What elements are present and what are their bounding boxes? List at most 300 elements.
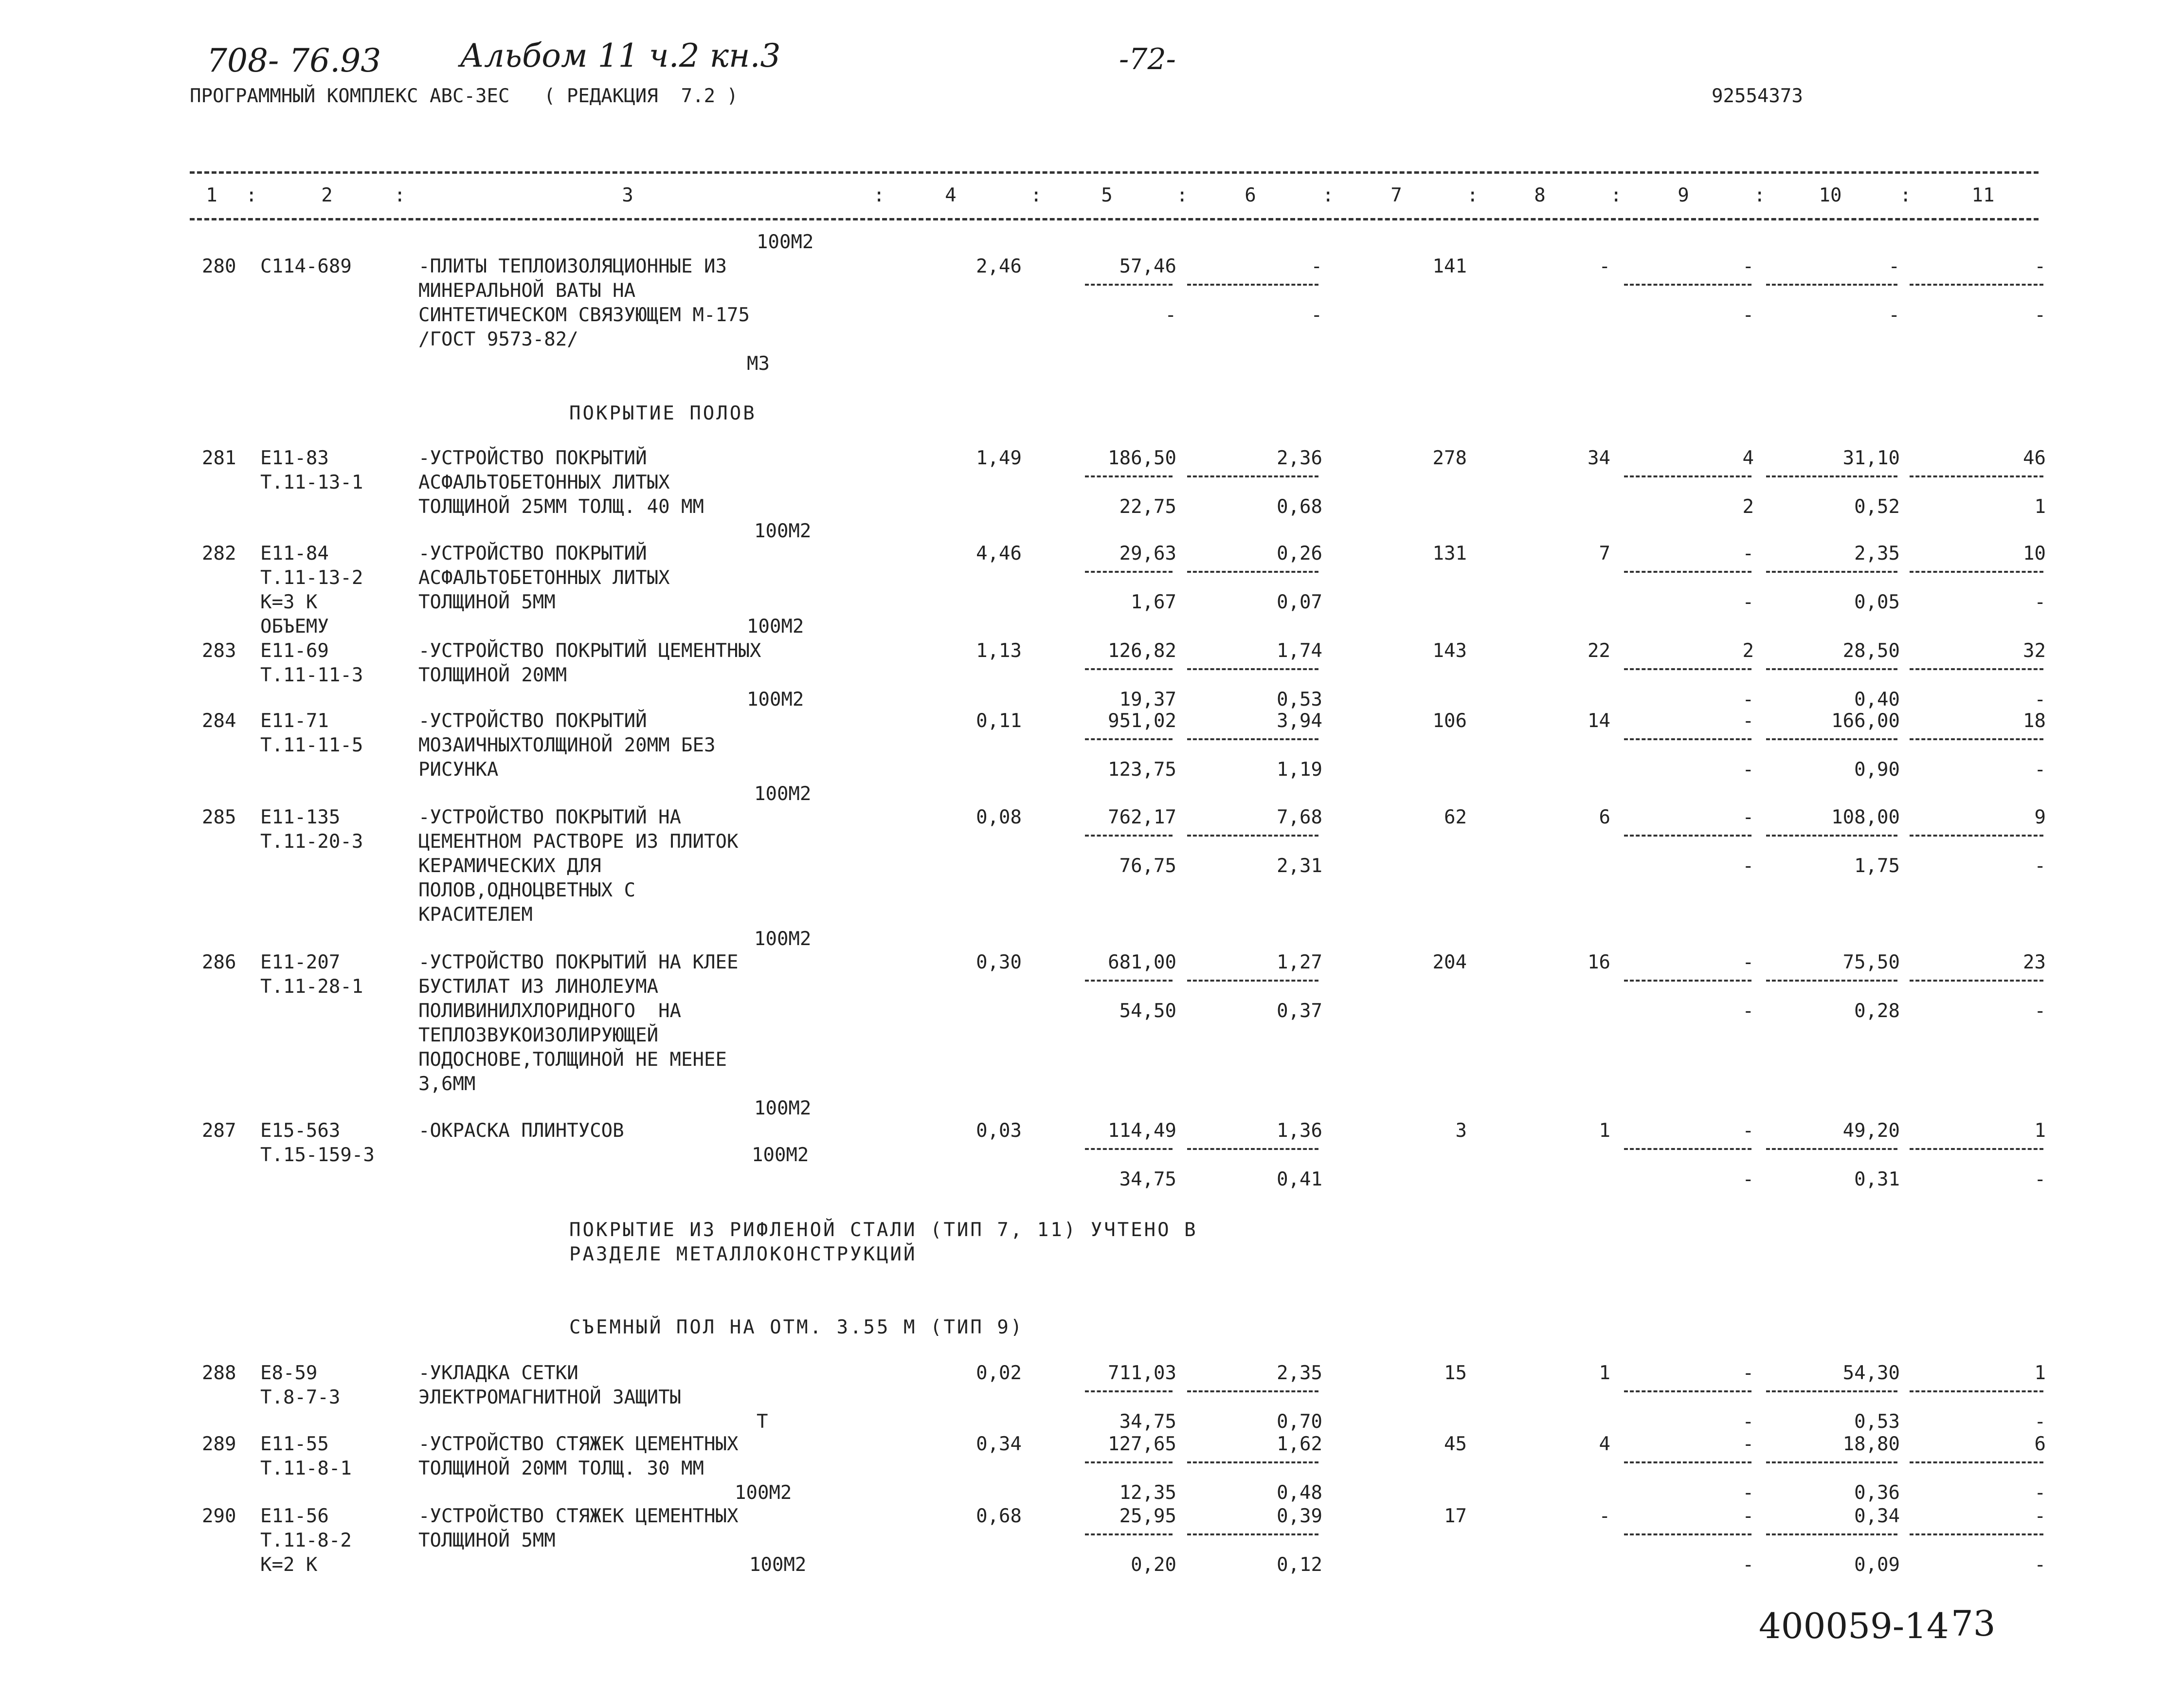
row-c8: - (1599, 255, 1610, 277)
row-c11-bottom: - (2034, 1000, 2046, 1022)
fraction-rule (1085, 738, 1173, 740)
col-10: 10 (1819, 184, 1842, 206)
fraction-rule (1085, 571, 1173, 573)
row-c7: 62 (1444, 806, 1467, 828)
col-9: 9 (1678, 184, 1689, 206)
row-c10-bottom: 0,31 (1854, 1168, 1900, 1190)
row-c11-bottom: - (2034, 1482, 2046, 1504)
fraction-rule (1766, 475, 1897, 477)
row-description: -УСТРОЙСТВО ПОКРЫТИЙ (418, 710, 647, 732)
row-c10-bottom: 1,75 (1854, 855, 1900, 877)
handwritten-stamp: 400059-14 (1759, 1605, 1949, 1646)
fraction-rule (1624, 1533, 1751, 1535)
row-c10-bottom: 0,05 (1854, 591, 1900, 613)
row-c6-top: 1,62 (1277, 1433, 1322, 1455)
row-c5-bottom: 22,75 (1119, 496, 1176, 518)
fraction-rule (1910, 1390, 2043, 1392)
fraction-rule (1624, 980, 1751, 982)
row-c7: 45 (1444, 1433, 1467, 1455)
row-c11-bottom: - (2034, 855, 2046, 877)
row-c11-top: 1 (2034, 1362, 2046, 1384)
row-c6-top: 1,36 (1277, 1120, 1322, 1142)
row-description: 3,6ММ (418, 1073, 476, 1095)
row-c10-top: 0,34 (1854, 1505, 1900, 1527)
row-unit: 100М2 (754, 783, 812, 805)
row-c8: 1 (1599, 1362, 1610, 1384)
row-description: ПОДОСНОВЕ,ТОЛЩИНОЙ НЕ МЕНЕЕ (418, 1049, 727, 1071)
handwritten-page: 73 (1951, 1603, 1996, 1644)
row-code: К=2 К (260, 1554, 318, 1576)
row-description: АСФАЛЬТОБЕТОННЫХ ЛИТЫХ (418, 567, 670, 589)
row-code: Е11-56 (260, 1505, 329, 1527)
row-c8: 34 (1588, 447, 1610, 469)
row-c8: 16 (1588, 951, 1610, 973)
row-description: ЭЛЕКТРОМАГНИТНОЙ ЗАЩИТЫ (418, 1386, 682, 1408)
col-1: 1 (206, 184, 217, 206)
row-c9-top: - (1742, 951, 1754, 973)
fraction-rule (1187, 284, 1318, 286)
row-quantity: 1,49 (976, 447, 1022, 469)
document-number: 92554373 (1712, 85, 1803, 107)
row-c5-bottom: 19,37 (1119, 689, 1176, 711)
row-c5-bottom: 34,75 (1119, 1168, 1176, 1190)
fraction-rule (1624, 1461, 1751, 1463)
header-rule-bottom (190, 218, 2039, 220)
row-c6-top: - (1311, 255, 1322, 277)
row-code: Т.11-13-2 (260, 567, 363, 589)
row-c6-bottom: 0,68 (1277, 496, 1322, 518)
row-c5-bottom: 0,20 (1131, 1554, 1176, 1576)
row-number: 284 (202, 710, 236, 732)
row-c8: 22 (1588, 640, 1610, 662)
row-c9-bottom: - (1742, 304, 1754, 326)
row-quantity: 0,02 (976, 1362, 1022, 1384)
fraction-rule (1187, 1461, 1318, 1463)
row-c11-bottom: - (2034, 1168, 2046, 1190)
row-description: -ПЛИТЫ ТЕПЛОИЗОЛЯЦИОННЫЕ ИЗ (418, 255, 727, 277)
row-c6-bottom: 0,53 (1277, 689, 1322, 711)
row-code: Е11-69 (260, 640, 329, 662)
fraction-rule (1766, 980, 1897, 982)
row-code: ОБЪЕМУ (260, 616, 329, 638)
row-c10-bottom: - (1888, 304, 1900, 326)
row-c11-bottom: - (2034, 591, 2046, 613)
row-c9-bottom: - (1742, 855, 1754, 877)
row-c6-bottom: - (1311, 304, 1322, 326)
row-c11-top: - (2034, 1505, 2046, 1527)
row-c10-bottom: 0,28 (1854, 1000, 1900, 1022)
row-c7: 131 (1432, 543, 1467, 565)
row-description: ПОЛОВ,ОДНОЦВЕТНЫХ С (418, 879, 636, 901)
row-c11-top: - (2034, 255, 2046, 277)
row-code: Е11-71 (260, 710, 329, 732)
row-quantity: 2,46 (976, 255, 1022, 277)
row-c8: 4 (1599, 1433, 1610, 1455)
row-c7: 17 (1444, 1505, 1467, 1527)
fraction-rule (1085, 835, 1173, 837)
row-c5-top: 186,50 (1108, 447, 1176, 469)
row-description: -УКЛАДКА СЕТКИ (418, 1362, 578, 1384)
row-description: -УСТРОЙСТВО СТЯЖЕК ЦЕМЕНТНЫХ (418, 1433, 739, 1455)
row-c8: 14 (1588, 710, 1610, 732)
row-c5-top: 951,02 (1108, 710, 1176, 732)
row-c10-bottom: 0,36 (1854, 1482, 1900, 1504)
fraction-rule (1624, 1390, 1751, 1392)
row-quantity: 0,08 (976, 806, 1022, 828)
fraction-rule (1187, 980, 1318, 982)
row-c9-bottom: - (1742, 1168, 1754, 1190)
fraction-rule (1085, 1461, 1173, 1463)
row-c11-bottom: - (2034, 1411, 2046, 1433)
row-c5-bottom: - (1165, 304, 1176, 326)
fraction-rule (1624, 1148, 1751, 1150)
row-description: СИНТЕТИЧЕСКОМ СВЯЗУЮЩЕМ М-175 (418, 304, 750, 326)
row-description: -УСТРОЙСТВО ПОКРЫТИЙ (418, 543, 647, 565)
row-c9-top: - (1742, 710, 1754, 732)
row-c5-bottom: 34,75 (1119, 1411, 1176, 1433)
row-c6-top: 1,27 (1277, 951, 1322, 973)
fraction-rule (1187, 738, 1318, 740)
row-c9-top: - (1742, 1120, 1754, 1142)
section-steel-line-2: РАЗДЕЛЕ МЕТАЛЛОКОНСТРУКЦИЙ (569, 1243, 917, 1265)
row-c11-top: 10 (2023, 543, 2046, 565)
row-c6-top: 1,74 (1277, 640, 1322, 662)
row-c11-top: 23 (2023, 951, 2046, 973)
row-c10-top: 31,10 (1842, 447, 1900, 469)
row-c9-bottom: - (1742, 689, 1754, 711)
row-unit: 100М2 (747, 689, 804, 711)
row-c8: 7 (1599, 543, 1610, 565)
handwritten-code: 708- 76.93 (207, 42, 381, 79)
fraction-rule (1187, 1148, 1318, 1150)
fraction-rule (1187, 475, 1318, 477)
row-description: АСФАЛЬТОБЕТОННЫХ ЛИТЫХ (418, 472, 670, 493)
row-c6-bottom: 2,31 (1277, 855, 1322, 877)
row-c6-top: 0,26 (1277, 543, 1322, 565)
section-steel-line-1: ПОКРЫТИЕ ИЗ РИФЛЕНОЙ СТАЛИ (ТИП 7, 11) УЧТЕНО В (569, 1219, 1198, 1241)
row-c11-bottom: - (2034, 1554, 2046, 1576)
row-description: КЕРАМИЧЕСКИХ ДЛЯ (418, 855, 601, 877)
row-unit: 100М2 (749, 1554, 807, 1576)
row-c5-top: 57,46 (1119, 255, 1176, 277)
fraction-rule (1187, 571, 1318, 573)
fraction-rule (1766, 668, 1897, 670)
row-c7: 204 (1432, 951, 1467, 973)
row-description: МОЗАИЧНЫХТОЛЩИНОЙ 20ММ БЕЗ (418, 734, 716, 756)
fraction-rule (1085, 1148, 1173, 1150)
row-c5-top: 25,95 (1119, 1505, 1176, 1527)
fraction-rule (1766, 571, 1897, 573)
row-description: /ГОСТ 9573-82/ (418, 328, 578, 350)
row-c5-top: 762,17 (1108, 806, 1176, 828)
col-6: 6 (1245, 184, 1256, 206)
row-code: Т.11-8-1 (260, 1458, 352, 1479)
fraction-rule (1187, 668, 1318, 670)
row-code: Е11-83 (260, 447, 329, 469)
row-number: 288 (202, 1362, 236, 1384)
row-c11-top: 9 (2034, 806, 2046, 828)
col-5: 5 (1101, 184, 1113, 206)
section-removable-floor: СЪЕМНЫЙ ПОЛ НА ОТМ. 3.55 М (ТИП 9) (569, 1316, 1024, 1338)
row-description: ТОЛЩИНОЙ 25ММ ТОЛЩ. 40 ММ (418, 496, 704, 518)
row-c10-top: 54,30 (1842, 1362, 1900, 1384)
row-code: Т.11-28-1 (260, 976, 363, 998)
row-description: ТОЛЩИНОЙ 5ММ (418, 1530, 556, 1551)
row-c7: 3 (1455, 1120, 1467, 1142)
fraction-rule (1766, 835, 1897, 837)
row-number: 286 (202, 951, 236, 973)
row-c11-top: 32 (2023, 640, 2046, 662)
handwritten-page-number: -72- (1119, 42, 1176, 76)
row-c10-top: 2,35 (1854, 543, 1900, 565)
fraction-rule (1187, 835, 1318, 837)
row-c9-top: 2 (1742, 640, 1754, 662)
row-code: К=3 К (260, 591, 318, 613)
row-description: -ОКРАСКА ПЛИНТУСОВ (418, 1120, 624, 1142)
fraction-rule (1910, 284, 2043, 286)
row-c10-top: 28,50 (1842, 640, 1900, 662)
row-c7: 106 (1432, 710, 1467, 732)
row-code: Т.11-11-3 (260, 664, 363, 686)
row-c11-top: 18 (2023, 710, 2046, 732)
row-number: 282 (202, 543, 236, 565)
row-c9-bottom: 2 (1742, 496, 1754, 518)
row-c9-top: - (1742, 1505, 1754, 1527)
row-description: ТОЛЩИНОЙ 5ММ (418, 591, 556, 613)
fraction-rule (1624, 284, 1751, 286)
row-description: РИСУНКА (418, 759, 499, 781)
row-c6-bottom: 0,12 (1277, 1554, 1322, 1576)
row-description: -УСТРОЙСТВО ПОКРЫТИЙ НА (418, 806, 682, 828)
row-c6-bottom: 0,41 (1277, 1168, 1322, 1190)
row-number: 283 (202, 640, 236, 662)
col-8: 8 (1534, 184, 1546, 206)
row-c6-bottom: 0,70 (1277, 1411, 1322, 1433)
row-quantity: 0,11 (976, 710, 1022, 732)
row-c5-top: 711,03 (1108, 1362, 1176, 1384)
row-c9-top: - (1742, 543, 1754, 565)
row-c5-bottom: 76,75 (1119, 855, 1176, 877)
row-c11-bottom: - (2034, 759, 2046, 781)
row-code: Т.11-13-1 (260, 472, 363, 493)
row-c9-top: - (1742, 806, 1754, 828)
row-code: Е11-55 (260, 1433, 329, 1455)
row-c10-bottom: 0,09 (1854, 1554, 1900, 1576)
row-c9-bottom: - (1742, 1000, 1754, 1022)
fraction-rule (1187, 1390, 1318, 1392)
row-c7: 15 (1444, 1362, 1467, 1384)
row-c11-bottom: - (2034, 689, 2046, 711)
row-c5-top: 29,63 (1119, 543, 1176, 565)
row-c11-top: 1 (2034, 1120, 2046, 1142)
col-2: 2 (321, 184, 333, 206)
row-quantity: 0,30 (976, 951, 1022, 973)
row-c5-bottom: 123,75 (1108, 759, 1176, 781)
fraction-rule (1624, 571, 1751, 573)
row-c6-bottom: 1,19 (1277, 759, 1322, 781)
row-c11-top: 46 (2023, 447, 2046, 469)
row-code: Т.11-20-3 (260, 831, 363, 853)
row-description: ПОЛИВИНИЛХЛОРИДНОГО НА (418, 1000, 682, 1022)
fraction-rule (1910, 1533, 2043, 1535)
row-c7: 141 (1432, 255, 1467, 277)
row-number: 281 (202, 447, 236, 469)
row-c9-bottom: - (1742, 1482, 1754, 1504)
row-description: МИНЕРАЛЬНОЙ ВАТЫ НА (418, 280, 636, 302)
row-code: Т.11-11-5 (260, 734, 363, 756)
row-c6-top: 3,94 (1277, 710, 1322, 732)
col-11: 11 (1971, 184, 1995, 206)
row-c9-bottom: - (1742, 1554, 1754, 1576)
fraction-rule (1766, 1148, 1897, 1150)
row-c9-bottom: - (1742, 759, 1754, 781)
row-c6-bottom: 0,37 (1277, 1000, 1322, 1022)
program-caption: ПРОГРАММНЫЙ КОМПЛЕКС АВС-3ЕС ( РЕДАКЦИЯ 7.2 ) (190, 85, 739, 107)
row-description: БУСТИЛАТ ИЗ ЛИНОЛЕУМА (418, 976, 659, 998)
fraction-rule (1624, 738, 1751, 740)
row-c6-top: 2,36 (1277, 447, 1322, 469)
row-number: 290 (202, 1505, 236, 1527)
fraction-rule (1085, 475, 1173, 477)
row-c6-bottom: 0,48 (1277, 1482, 1322, 1504)
row-code: Е11-135 (260, 806, 341, 828)
row-description: КРАСИТЕЛЕМ (418, 904, 533, 926)
row-unit: 100М2 (735, 1482, 792, 1504)
fraction-rule (1910, 738, 2043, 740)
header-rule-top (190, 171, 2039, 174)
row-number: 280 (202, 255, 236, 277)
fraction-rule (1766, 1533, 1897, 1535)
row-unit: 100М2 (752, 1144, 809, 1166)
row-c6-top: 2,35 (1277, 1362, 1322, 1384)
row-c5-top: 114,49 (1108, 1120, 1176, 1142)
row-c10-top: 49,20 (1842, 1120, 1900, 1142)
row-code: Т.11-8-2 (260, 1530, 352, 1551)
col-3: 3 (622, 184, 633, 206)
row-c7: 278 (1432, 447, 1467, 469)
row-c9-top: 4 (1742, 447, 1754, 469)
fraction-rule (1766, 738, 1897, 740)
row-quantity: 0,03 (976, 1120, 1022, 1142)
fraction-rule (1624, 668, 1751, 670)
fraction-rule (1910, 1461, 2043, 1463)
row-code: Е8-59 (260, 1362, 318, 1384)
row-quantity: 1,13 (976, 640, 1022, 662)
row-c5-bottom: 1,67 (1131, 591, 1176, 613)
row-c9-top: - (1742, 1433, 1754, 1455)
row-c10-top: - (1888, 255, 1900, 277)
row-c10-bottom: 0,40 (1854, 689, 1900, 711)
row-number: 285 (202, 806, 236, 828)
row-c5-top: 681,00 (1108, 951, 1176, 973)
row-quantity: 0,68 (976, 1505, 1022, 1527)
row-description: -УСТРОЙСТВО ПОКРЫТИЙ (418, 447, 647, 469)
row-description: -УСТРОЙСТВО СТЯЖЕК ЦЕМЕНТНЫХ (418, 1505, 739, 1527)
row-c8: 6 (1599, 806, 1610, 828)
row-description: ТОЛЩИНОЙ 20ММ ТОЛЩ. 30 ММ (418, 1458, 704, 1479)
row-c5-bottom: 12,35 (1119, 1482, 1176, 1504)
row-code: Е11-84 (260, 543, 329, 565)
row-code: Т.15-159-3 (260, 1144, 375, 1166)
row-c11-top: 6 (2034, 1433, 2046, 1455)
col-4: 4 (945, 184, 957, 206)
row-c11-bottom: - (2034, 304, 2046, 326)
row-unit: 100М2 (754, 520, 812, 542)
row-c8: 1 (1599, 1120, 1610, 1142)
fraction-rule (1624, 475, 1751, 477)
row-c10-top: 18,80 (1842, 1433, 1900, 1455)
row-number: 287 (202, 1120, 236, 1142)
fraction-rule (1766, 1390, 1897, 1392)
fraction-rule (1910, 1148, 2043, 1150)
row-c7: 143 (1432, 640, 1467, 662)
row-c9-top: - (1742, 1362, 1754, 1384)
row-code: Е11-207 (260, 951, 341, 973)
row-unit: Т (757, 1411, 768, 1433)
row-description: -УСТРОЙСТВО ПОКРЫТИЙ НА КЛЕЕ (418, 951, 739, 973)
fraction-rule (1085, 980, 1173, 982)
row-c6-top: 7,68 (1277, 806, 1322, 828)
row-pre-unit: 100М2 (757, 231, 814, 253)
fraction-rule (1085, 284, 1173, 286)
fraction-rule (1085, 668, 1173, 670)
row-c10-top: 166,00 (1831, 710, 1900, 732)
row-unit: 100М2 (754, 928, 812, 950)
fraction-rule (1910, 835, 2043, 837)
row-unit: М3 (747, 353, 770, 375)
handwritten-album: Альбом 11 ч.2 кн.3 (460, 37, 781, 74)
fraction-rule (1085, 1533, 1173, 1535)
row-description: -УСТРОЙСТВО ПОКРЫТИЙ ЦЕМЕНТНЫХ (418, 640, 761, 662)
fraction-rule (1085, 1390, 1173, 1392)
fraction-rule (1910, 980, 2043, 982)
row-c10-top: 75,50 (1842, 951, 1900, 973)
row-description: ЦЕМЕНТНОМ РАСТВОРЕ ИЗ ПЛИТОК (418, 831, 739, 853)
row-quantity: 0,34 (976, 1433, 1022, 1455)
row-c9-bottom: - (1742, 1411, 1754, 1433)
row-c10-top: 108,00 (1831, 806, 1900, 828)
row-code: С114-689 (260, 255, 352, 277)
fraction-rule (1910, 668, 2043, 670)
row-c5-top: 127,65 (1108, 1433, 1176, 1455)
row-unit: 100М2 (747, 616, 804, 638)
row-c10-bottom: 0,53 (1854, 1411, 1900, 1433)
fraction-rule (1910, 475, 2043, 477)
fraction-rule (1766, 1461, 1897, 1463)
section-floor-covering: ПОКРЫТИЕ ПОЛОВ (569, 402, 757, 424)
row-description: ТОЛЩИНОЙ 20ММ (418, 664, 567, 686)
row-c11-bottom: 1 (2034, 496, 2046, 518)
row-c9-bottom: - (1742, 591, 1754, 613)
row-code: Т.8-7-3 (260, 1386, 341, 1408)
row-c8: - (1599, 1505, 1610, 1527)
row-c5-bottom: 54,50 (1119, 1000, 1176, 1022)
row-quantity: 4,46 (976, 543, 1022, 565)
row-unit: 100М2 (754, 1097, 812, 1119)
row-c10-bottom: 0,90 (1854, 759, 1900, 781)
row-description: ТЕПЛОЗВУКОИЗОЛИРУЮЩЕЙ (418, 1024, 659, 1046)
row-number: 289 (202, 1433, 236, 1455)
row-c6-bottom: 0,07 (1277, 591, 1322, 613)
row-code: Е15-563 (260, 1120, 341, 1142)
row-c6-top: 0,39 (1277, 1505, 1322, 1527)
row-c9-top: - (1742, 255, 1754, 277)
row-c5-top: 126,82 (1108, 640, 1176, 662)
fraction-rule (1910, 571, 2043, 573)
fraction-rule (1766, 284, 1897, 286)
row-c10-bottom: 0,52 (1854, 496, 1900, 518)
col-7: 7 (1390, 184, 1402, 206)
